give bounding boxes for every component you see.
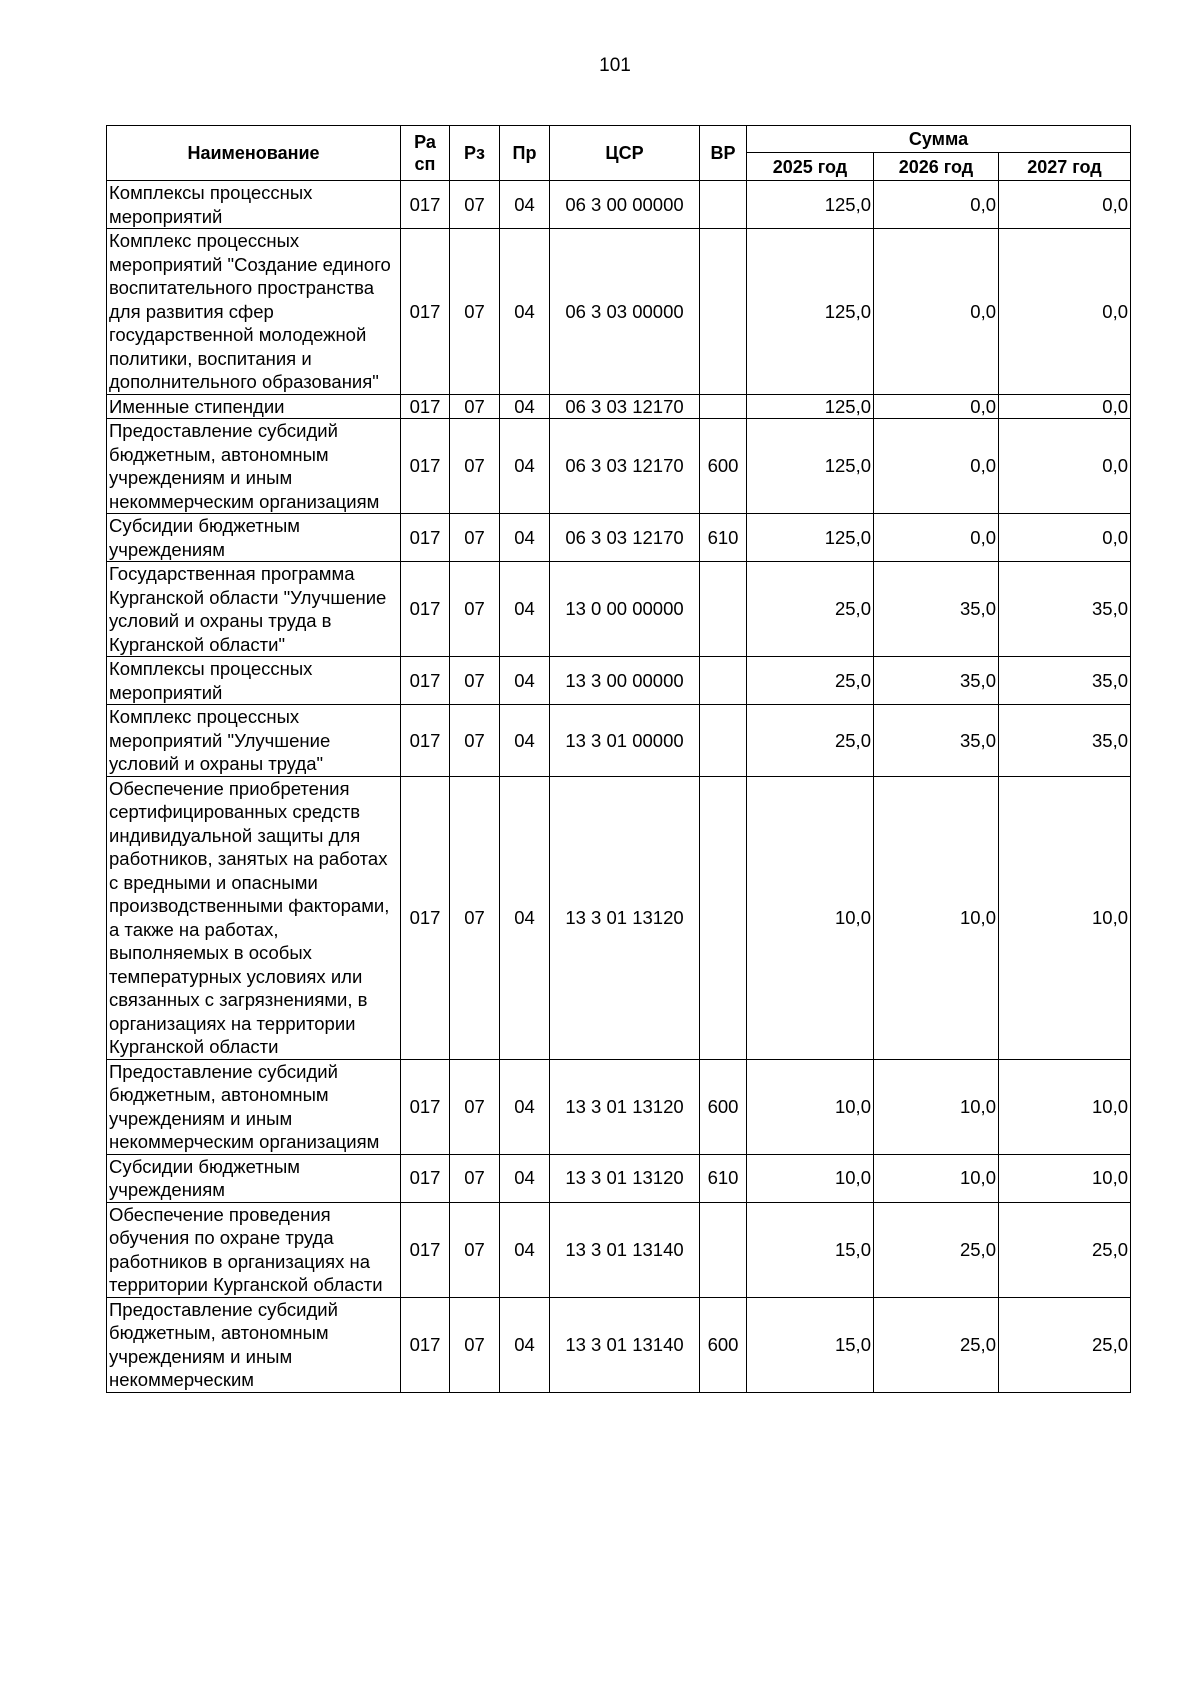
row-csr: 13 3 01 13120 [550, 1059, 700, 1154]
row-rasp: 017 [401, 776, 450, 1059]
row-sum-2027: 10,0 [999, 1059, 1131, 1154]
row-csr: 13 3 01 13120 [550, 1154, 700, 1202]
table-row [107, 229, 1131, 395]
row-vr [700, 229, 747, 395]
row-sum-2026: 0,0 [874, 229, 999, 395]
row-name: Комплекс процессных мероприятий "Улучшение условий и охраны труда" [107, 705, 401, 777]
table-row [107, 1297, 1131, 1392]
row-sum-2026: 0,0 [874, 514, 999, 562]
row-rz: 07 [450, 229, 500, 395]
row-sum-2026: 0,0 [874, 394, 999, 419]
row-csr: 13 0 00 00000 [550, 562, 700, 657]
row-rz: 07 [450, 419, 500, 514]
row-rz: 07 [450, 1202, 500, 1297]
header-csr: ЦСР [550, 126, 700, 181]
row-csr: 06 3 03 12170 [550, 394, 700, 419]
row-rz: 07 [450, 181, 500, 229]
row-sum-2025: 15,0 [747, 1297, 874, 1392]
row-rz: 07 [450, 657, 500, 705]
row-sum-2025: 10,0 [747, 776, 874, 1059]
budget-table [106, 125, 1131, 1393]
row-sum-2026: 35,0 [874, 657, 999, 705]
row-sum-2025: 15,0 [747, 1202, 874, 1297]
row-name: Обеспечение проведения обучения по охране труда работников в организациях на территории Курганской области [107, 1202, 401, 1297]
row-name: Именные стипендии [107, 394, 401, 419]
table-row [107, 776, 1131, 1059]
row-vr [700, 562, 747, 657]
row-vr [700, 705, 747, 777]
row-sum-2026: 35,0 [874, 562, 999, 657]
row-csr: 06 3 00 00000 [550, 181, 700, 229]
row-csr: 06 3 03 00000 [550, 229, 700, 395]
row-sum-2025: 25,0 [747, 657, 874, 705]
row-vr: 600 [700, 419, 747, 514]
row-pr: 04 [500, 1297, 550, 1392]
row-sum-2027: 0,0 [999, 229, 1131, 395]
row-sum-2027: 10,0 [999, 1154, 1131, 1202]
row-sum-2027: 25,0 [999, 1297, 1131, 1392]
row-sum-2026: 10,0 [874, 1059, 999, 1154]
row-rasp: 017 [401, 1202, 450, 1297]
row-sum-2026: 10,0 [874, 776, 999, 1059]
row-sum-2026: 0,0 [874, 181, 999, 229]
row-name: Государственная программа Курганской области "Улучшение условий и охраны труда в Курганской области" [107, 562, 401, 657]
row-name: Предоставление субсидий бюджетным, автономным учреждениям и иным некоммерческим организациям [107, 419, 401, 514]
row-sum-2027: 35,0 [999, 657, 1131, 705]
table-row [107, 1059, 1131, 1154]
row-name: Обеспечение приобретения сертифицированных средств индивидуальной защиты для работников, занятых на работах с вредными и опасными производственными факторами, а также на работах, выполняемых в особых температурных условиях или связанных с загрязнениями, в организациях на территории Курганской области [107, 776, 401, 1059]
row-sum-2026: 25,0 [874, 1297, 999, 1392]
row-vr: 600 [700, 1297, 747, 1392]
row-sum-2027: 35,0 [999, 705, 1131, 777]
row-name: Предоставление субсидий бюджетным, автономным учреждениям и иным некоммерческим [107, 1297, 401, 1392]
row-vr: 610 [700, 1154, 747, 1202]
table-row [107, 1202, 1131, 1297]
row-sum-2026: 0,0 [874, 419, 999, 514]
header-rz: Рз [450, 126, 500, 181]
header-pr: Пр [500, 126, 550, 181]
row-pr: 04 [500, 181, 550, 229]
row-pr: 04 [500, 705, 550, 777]
table-row [107, 705, 1131, 777]
row-rz: 07 [450, 394, 500, 419]
row-pr: 04 [500, 419, 550, 514]
row-rasp: 017 [401, 657, 450, 705]
row-sum-2025: 125,0 [747, 229, 874, 395]
header-sum: Сумма [747, 126, 1131, 153]
row-vr [700, 181, 747, 229]
row-sum-2027: 10,0 [999, 776, 1131, 1059]
row-sum-2025: 10,0 [747, 1154, 874, 1202]
row-sum-2026: 25,0 [874, 1202, 999, 1297]
row-sum-2025: 125,0 [747, 394, 874, 419]
row-vr [700, 1202, 747, 1297]
row-sum-2026: 35,0 [874, 705, 999, 777]
row-sum-2026: 10,0 [874, 1154, 999, 1202]
row-sum-2025: 125,0 [747, 514, 874, 562]
row-rasp: 017 [401, 1059, 450, 1154]
row-rasp: 017 [401, 1154, 450, 1202]
row-csr: 13 3 00 00000 [550, 657, 700, 705]
row-rz: 07 [450, 705, 500, 777]
row-rz: 07 [450, 514, 500, 562]
row-csr: 06 3 03 12170 [550, 514, 700, 562]
row-rasp: 017 [401, 394, 450, 419]
row-rasp: 017 [401, 181, 450, 229]
row-rz: 07 [450, 776, 500, 1059]
row-name: Субсидии бюджетным учреждениям [107, 1154, 401, 1202]
row-vr: 610 [700, 514, 747, 562]
row-pr: 04 [500, 1059, 550, 1154]
row-vr [700, 776, 747, 1059]
row-pr: 04 [500, 394, 550, 419]
header-name: Наименование [107, 126, 401, 181]
table-body [107, 181, 1131, 1393]
header-row-top [107, 126, 1131, 153]
row-pr: 04 [500, 562, 550, 657]
row-name: Комплексы процессных мероприятий [107, 657, 401, 705]
row-sum-2027: 0,0 [999, 514, 1131, 562]
row-sum-2025: 25,0 [747, 562, 874, 657]
row-name: Комплексы процессных мероприятий [107, 181, 401, 229]
row-vr [700, 394, 747, 419]
row-sum-2025: 125,0 [747, 181, 874, 229]
row-rz: 07 [450, 1297, 500, 1392]
row-pr: 04 [500, 514, 550, 562]
row-pr: 04 [500, 1154, 550, 1202]
table-row [107, 657, 1131, 705]
row-rasp: 017 [401, 229, 450, 395]
page-number: 101 [599, 55, 631, 76]
row-rasp: 017 [401, 1297, 450, 1392]
row-sum-2027: 0,0 [999, 394, 1131, 419]
header-year-2025: 2025 год [747, 153, 874, 181]
row-csr: 13 3 01 00000 [550, 705, 700, 777]
row-csr: 06 3 03 12170 [550, 419, 700, 514]
table-row [107, 419, 1131, 514]
table-row [107, 1154, 1131, 1202]
row-rasp: 017 [401, 562, 450, 657]
row-pr: 04 [500, 1202, 550, 1297]
row-vr: 600 [700, 1059, 747, 1154]
row-sum-2025: 10,0 [747, 1059, 874, 1154]
table-row [107, 514, 1131, 562]
header-vr: ВР [700, 126, 747, 181]
row-pr: 04 [500, 657, 550, 705]
header-rasp: Ра сп [401, 126, 450, 181]
row-pr: 04 [500, 229, 550, 395]
row-csr: 13 3 01 13120 [550, 776, 700, 1059]
row-name: Субсидии бюджетным учреждениям [107, 514, 401, 562]
row-pr: 04 [500, 776, 550, 1059]
row-rasp: 017 [401, 705, 450, 777]
row-sum-2027: 0,0 [999, 419, 1131, 514]
table-row [107, 562, 1131, 657]
row-name: Предоставление субсидий бюджетным, автономным учреждениям и иным некоммерческим организациям [107, 1059, 401, 1154]
row-csr: 13 3 01 13140 [550, 1297, 700, 1392]
row-csr: 13 3 01 13140 [550, 1202, 700, 1297]
header-year-2027: 2027 год [999, 153, 1131, 181]
header-year-2026: 2026 год [874, 153, 999, 181]
row-sum-2025: 25,0 [747, 705, 874, 777]
row-rz: 07 [450, 1059, 500, 1154]
row-rz: 07 [450, 1154, 500, 1202]
row-sum-2027: 35,0 [999, 562, 1131, 657]
row-rasp: 017 [401, 419, 450, 514]
row-name: Комплекс процессных мероприятий "Создание единого воспитательного пространства для развития сфер государственной молодежной политики, воспитания и дополнительного образования" [107, 229, 401, 395]
row-rz: 07 [450, 562, 500, 657]
row-rasp: 017 [401, 514, 450, 562]
row-sum-2027: 25,0 [999, 1202, 1131, 1297]
row-vr [700, 657, 747, 705]
table-row [107, 394, 1131, 419]
table-row [107, 181, 1131, 229]
row-sum-2027: 0,0 [999, 181, 1131, 229]
row-sum-2025: 125,0 [747, 419, 874, 514]
